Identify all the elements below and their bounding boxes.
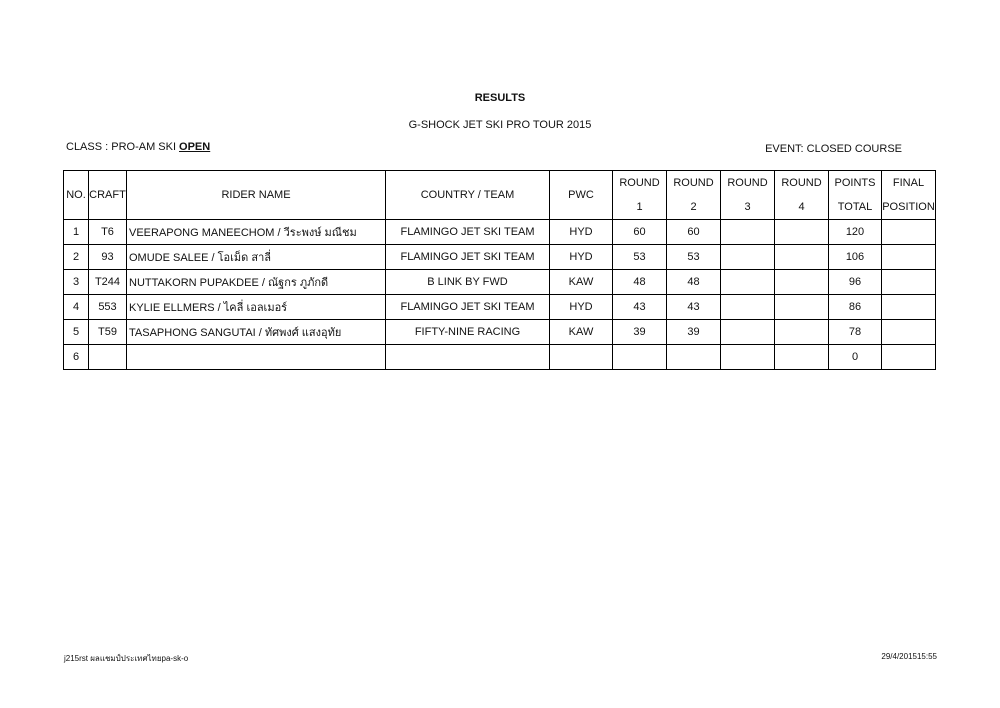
cell-points-total: 120	[829, 220, 882, 245]
cell-pwc: KAW	[550, 320, 613, 345]
header-rider-name: RIDER NAME	[127, 171, 386, 220]
cell-rider-name: NUTTAKORN PUPAKDEE / ณัฐกร ภูภักดี	[127, 270, 386, 295]
cell-points-total: 0	[829, 345, 882, 370]
event-label: EVENT: CLOSED COURSE	[765, 143, 902, 155]
header-pwc: PWC	[550, 171, 613, 220]
cell-round-1: 53	[613, 245, 667, 270]
cell-country-team: FLAMINGO JET SKI TEAM	[386, 245, 550, 270]
cell-pwc: HYD	[550, 245, 613, 270]
header-country-team: COUNTRY / TEAM	[386, 171, 550, 220]
cell-country-team: FLAMINGO JET SKI TEAM	[386, 295, 550, 320]
class-value: OPEN	[179, 141, 211, 153]
cell-rider-name: TASAPHONG SANGUTAI / ทัศพงศ์ แสงอุทัย	[127, 320, 386, 345]
cell-country-team: FIFTY-NINE RACING	[386, 320, 550, 345]
cell-craft: T59	[89, 320, 127, 345]
cell-round-3	[721, 270, 775, 295]
cell-final-position	[882, 270, 936, 295]
table-row	[64, 320, 936, 345]
cell-no: 6	[64, 345, 89, 370]
footer-file-name: j215rst ผลแชมป์ประเทศไทยpa-sk-o	[64, 654, 189, 663]
cell-rider-name	[127, 345, 386, 370]
cell-craft: 93	[89, 245, 127, 270]
cell-pwc	[550, 345, 613, 370]
cell-round-1: 48	[613, 270, 667, 295]
event-series-title: G-SHOCK JET SKI PRO TOUR 2015	[408, 119, 592, 131]
cell-craft	[89, 345, 127, 370]
results-table	[63, 170, 936, 370]
cell-pwc: KAW	[550, 270, 613, 295]
cell-round-2	[667, 345, 721, 370]
header-round-4: ROUND 4	[775, 171, 829, 220]
header-round-2: ROUND 2	[667, 171, 721, 220]
cell-round-1: 39	[613, 320, 667, 345]
cell-no: 4	[64, 295, 89, 320]
cell-round-4	[775, 245, 829, 270]
cell-round-4	[775, 345, 829, 370]
cell-rider-name: KYLIE ELLMERS / ไคลี่ เอลเมอร์	[127, 295, 386, 320]
cell-country-team	[386, 345, 550, 370]
cell-round-4	[775, 220, 829, 245]
cell-round-2: 39	[667, 320, 721, 345]
footer-timestamp: 29/4/201515:55	[881, 652, 937, 661]
header-craft: CRAFT	[89, 171, 127, 220]
cell-round-2: 60	[667, 220, 721, 245]
cell-round-4	[775, 295, 829, 320]
cell-round-2: 53	[667, 245, 721, 270]
cell-round-3	[721, 320, 775, 345]
class-label	[66, 141, 210, 153]
cell-pwc: HYD	[550, 295, 613, 320]
cell-craft: T244	[89, 270, 127, 295]
cell-country-team: B LINK BY FWD	[386, 270, 550, 295]
cell-final-position	[882, 320, 936, 345]
table-row	[64, 345, 936, 370]
cell-final-position	[882, 245, 936, 270]
cell-round-1: 43	[613, 295, 667, 320]
cell-no: 2	[64, 245, 89, 270]
header-no: NO.	[64, 171, 89, 220]
header-points-total: POINTS TOTAL	[829, 171, 882, 220]
cell-rider-name: VEERAPONG MANEECHOM / วีระพงษ์ มณีชม	[127, 220, 386, 245]
table-row	[64, 295, 936, 320]
header-round-1: ROUND 1	[613, 171, 667, 220]
header-round-3: ROUND 3	[721, 171, 775, 220]
table-header-row	[64, 171, 936, 220]
header-final-position: FINAL POSITION	[882, 171, 936, 220]
table-row	[64, 220, 936, 245]
cell-round-4	[775, 320, 829, 345]
cell-craft: T6	[89, 220, 127, 245]
cell-round-3	[721, 245, 775, 270]
cell-round-2: 43	[667, 295, 721, 320]
cell-round-3	[721, 220, 775, 245]
cell-points-total: 78	[829, 320, 882, 345]
cell-points-total: 86	[829, 295, 882, 320]
cell-no: 5	[64, 320, 89, 345]
cell-round-1: 60	[613, 220, 667, 245]
page-title: RESULTS	[474, 92, 526, 104]
cell-no: 1	[64, 220, 89, 245]
cell-points-total: 106	[829, 245, 882, 270]
table-row	[64, 245, 936, 270]
cell-pwc: HYD	[550, 220, 613, 245]
cell-round-4	[775, 270, 829, 295]
cell-round-1	[613, 345, 667, 370]
cell-final-position	[882, 345, 936, 370]
cell-country-team: FLAMINGO JET SKI TEAM	[386, 220, 550, 245]
cell-craft: 553	[89, 295, 127, 320]
cell-final-position	[882, 295, 936, 320]
cell-round-3	[721, 345, 775, 370]
cell-no: 3	[64, 270, 89, 295]
class-prefix: CLASS : PRO-AM SKI	[66, 141, 177, 153]
cell-round-2: 48	[667, 270, 721, 295]
cell-final-position	[882, 220, 936, 245]
cell-points-total: 96	[829, 270, 882, 295]
table-row	[64, 270, 936, 295]
cell-round-3	[721, 295, 775, 320]
cell-rider-name: OMUDE SALEE / โอเม็ด สาลี่	[127, 245, 386, 270]
